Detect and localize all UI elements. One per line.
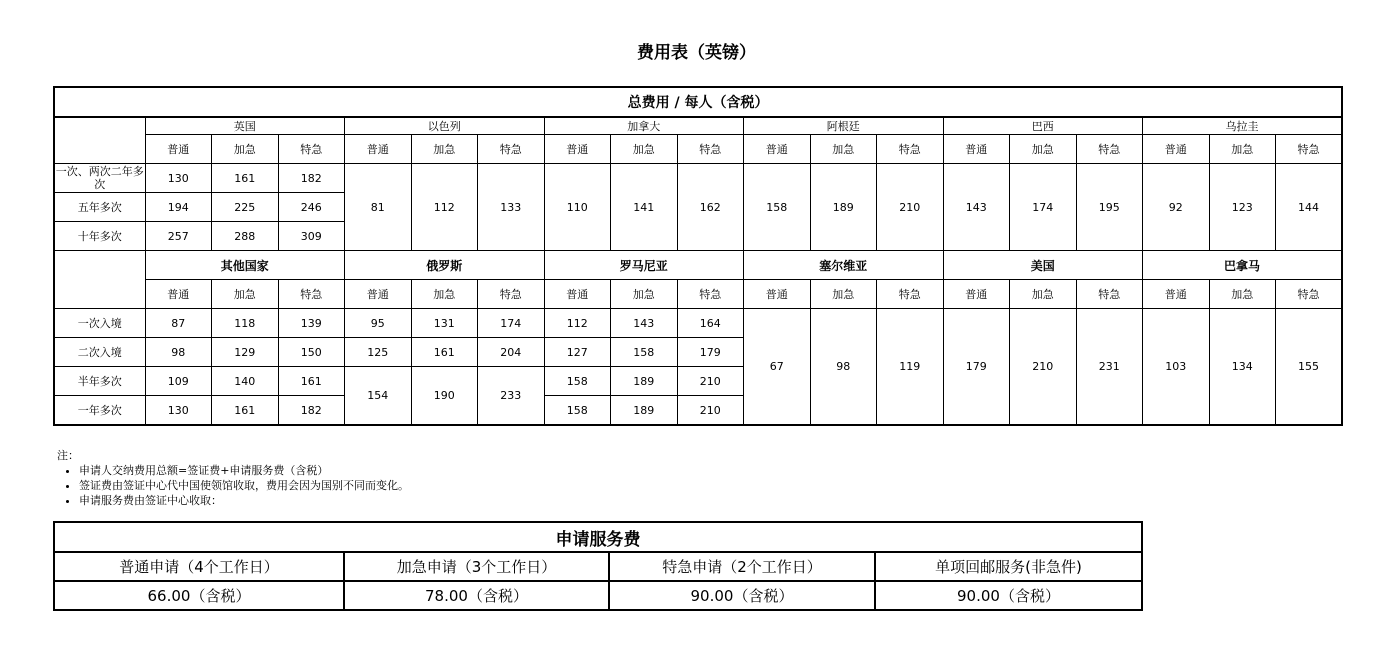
fee-cell: 210 (1010, 309, 1077, 426)
notes (57, 448, 409, 508)
fee-cell: 179 (677, 338, 744, 367)
fee-cell: 179 (943, 309, 1010, 426)
speed-header: 特急 (478, 135, 545, 164)
service-value: 90.00（含税） (609, 581, 875, 610)
fee-cell: 87 (145, 309, 212, 338)
fee-cell: 189 (810, 164, 877, 251)
service-fee-title: 申请服务费 (54, 522, 1142, 552)
fee-cell: 174 (478, 309, 545, 338)
country-header: 加拿大 (544, 117, 744, 135)
fee-table (53, 86, 1343, 426)
speed-header: 特急 (278, 280, 345, 309)
speed-header: 特急 (877, 280, 944, 309)
fee-cell: 112 (411, 164, 478, 251)
note-item: • 申请服务费由签证中心收取： (79, 493, 409, 508)
speed-header: 特急 (677, 135, 744, 164)
speed-header: 特急 (1076, 280, 1143, 309)
service-header: 普通申请（4个工作日） (54, 552, 344, 581)
service-value: 66.00（含税） (54, 581, 344, 610)
fee-cell: 133 (478, 164, 545, 251)
fee-cell: 131 (411, 309, 478, 338)
fee-cell: 130 (145, 164, 212, 193)
row-label: 一次入境 (54, 309, 145, 338)
country-header: 英国 (145, 117, 345, 135)
fee-cell: 161 (278, 367, 345, 396)
fee-cell: 98 (145, 338, 212, 367)
country-header: 乌拉圭 (1143, 117, 1343, 135)
row-label: 十年多次 (54, 222, 145, 251)
row-label: 二次入境 (54, 338, 145, 367)
speed-header: 普通 (145, 135, 212, 164)
fee-cell: 92 (1143, 164, 1210, 251)
fee-cell: 129 (212, 338, 279, 367)
service-header: 单项回邮服务(非急件) (875, 552, 1142, 581)
fee-cell: 161 (212, 164, 279, 193)
speed-header: 特急 (1276, 280, 1343, 309)
speed-header: 普通 (744, 280, 811, 309)
row-label: 半年多次 (54, 367, 145, 396)
fee-cell: 225 (212, 193, 279, 222)
fee-cell: 161 (212, 396, 279, 426)
fee-cell: 174 (1010, 164, 1077, 251)
note-item: • 签证费由签证中心代中国使领馆收取，费用会因为国别不同而变化。 (79, 478, 409, 493)
corner-cell (54, 117, 145, 164)
fee-cell: 143 (943, 164, 1010, 251)
speed-header: 加急 (1010, 280, 1077, 309)
speed-header: 加急 (611, 280, 678, 309)
speed-header: 普通 (943, 280, 1010, 309)
fee-table-header: 总费用 / 每人（含税） (54, 87, 1342, 117)
fee-cell: 134 (1209, 309, 1276, 426)
speed-header: 加急 (1209, 135, 1276, 164)
service-header: 加急申请（3个工作日） (344, 552, 609, 581)
fee-cell: 140 (212, 367, 279, 396)
speed-header: 普通 (544, 135, 611, 164)
speed-header: 特急 (677, 280, 744, 309)
fee-cell: 67 (744, 309, 811, 426)
fee-cell: 155 (1276, 309, 1343, 426)
fee-cell: 189 (611, 367, 678, 396)
speed-header: 加急 (611, 135, 678, 164)
fee-cell: 143 (611, 309, 678, 338)
country-header: 巴拿马 (1143, 251, 1343, 280)
speed-header: 加急 (1010, 135, 1077, 164)
speed-header: 特急 (478, 280, 545, 309)
fee-cell: 164 (677, 309, 744, 338)
service-fee-table (53, 521, 1143, 611)
fee-cell: 109 (145, 367, 212, 396)
country-header: 巴西 (943, 117, 1143, 135)
fee-cell: 231 (1076, 309, 1143, 426)
country-header: 以色列 (345, 117, 545, 135)
speed-header: 普通 (345, 280, 412, 309)
country-header: 其他国家 (145, 251, 345, 280)
fee-cell: 150 (278, 338, 345, 367)
fee-cell: 130 (145, 396, 212, 426)
speed-header: 特急 (877, 135, 944, 164)
fee-cell: 119 (877, 309, 944, 426)
fee-cell: 125 (345, 338, 412, 367)
fee-cell: 182 (278, 396, 345, 426)
fee-cell: 118 (212, 309, 279, 338)
service-header: 特急申请（2个工作日） (609, 552, 875, 581)
corner-cell (54, 251, 145, 309)
fee-cell: 158 (544, 367, 611, 396)
fee-cell: 190 (411, 367, 478, 426)
speed-header: 特急 (278, 135, 345, 164)
fee-cell: 204 (478, 338, 545, 367)
speed-header: 加急 (411, 280, 478, 309)
fee-cell: 158 (611, 338, 678, 367)
speed-header: 加急 (411, 135, 478, 164)
speed-header: 普通 (744, 135, 811, 164)
speed-header: 加急 (212, 135, 279, 164)
speed-header: 普通 (345, 135, 412, 164)
fee-cell: 139 (278, 309, 345, 338)
note-item: • 申请人交纳费用总额=签证费+申请服务费（含税） (79, 463, 409, 478)
fee-cell: 123 (1209, 164, 1276, 251)
fee-cell: 162 (677, 164, 744, 251)
fee-cell: 81 (345, 164, 412, 251)
fee-cell: 127 (544, 338, 611, 367)
fee-cell: 141 (611, 164, 678, 251)
fee-cell: 158 (544, 396, 611, 426)
page-title: 费用表（英镑） (637, 43, 756, 63)
notes-heading: 注： (57, 449, 79, 462)
row-label: 一年多次 (54, 396, 145, 426)
fee-cell: 257 (145, 222, 212, 251)
fee-cell: 233 (478, 367, 545, 426)
fee-cell: 95 (345, 309, 412, 338)
speed-header: 普通 (145, 280, 212, 309)
speed-header: 加急 (212, 280, 279, 309)
service-value: 78.00（含税） (344, 581, 609, 610)
fee-cell: 246 (278, 193, 345, 222)
fee-cell: 112 (544, 309, 611, 338)
fee-cell: 158 (744, 164, 811, 251)
fee-cell: 288 (212, 222, 279, 251)
speed-header: 加急 (810, 135, 877, 164)
fee-cell: 154 (345, 367, 412, 426)
speed-header: 普通 (1143, 135, 1210, 164)
service-value: 90.00（含税） (875, 581, 1142, 610)
fee-cell: 110 (544, 164, 611, 251)
fee-cell: 210 (677, 396, 744, 426)
country-header: 俄罗斯 (345, 251, 545, 280)
speed-header: 加急 (1209, 280, 1276, 309)
speed-header: 加急 (810, 280, 877, 309)
fee-cell: 98 (810, 309, 877, 426)
fee-cell: 194 (145, 193, 212, 222)
speed-header: 普通 (544, 280, 611, 309)
country-header: 罗马尼亚 (544, 251, 744, 280)
fee-cell: 161 (411, 338, 478, 367)
fee-cell: 309 (278, 222, 345, 251)
country-header: 阿根廷 (744, 117, 944, 135)
row-label: 一次、两次二年多次 (55, 165, 144, 191)
fee-cell: 195 (1076, 164, 1143, 251)
fee-cell: 103 (1143, 309, 1210, 426)
fee-cell: 144 (1276, 164, 1343, 251)
fee-cell: 210 (877, 164, 944, 251)
row-label: 五年多次 (54, 193, 145, 222)
country-header: 塞尔维亚 (744, 251, 944, 280)
speed-header: 普通 (1143, 280, 1210, 309)
fee-cell: 182 (278, 164, 345, 193)
speed-header: 特急 (1276, 135, 1343, 164)
country-header: 美国 (943, 251, 1143, 280)
fee-cell: 210 (677, 367, 744, 396)
speed-header: 特急 (1076, 135, 1143, 164)
speed-header: 普通 (943, 135, 1010, 164)
fee-cell: 189 (611, 396, 678, 426)
